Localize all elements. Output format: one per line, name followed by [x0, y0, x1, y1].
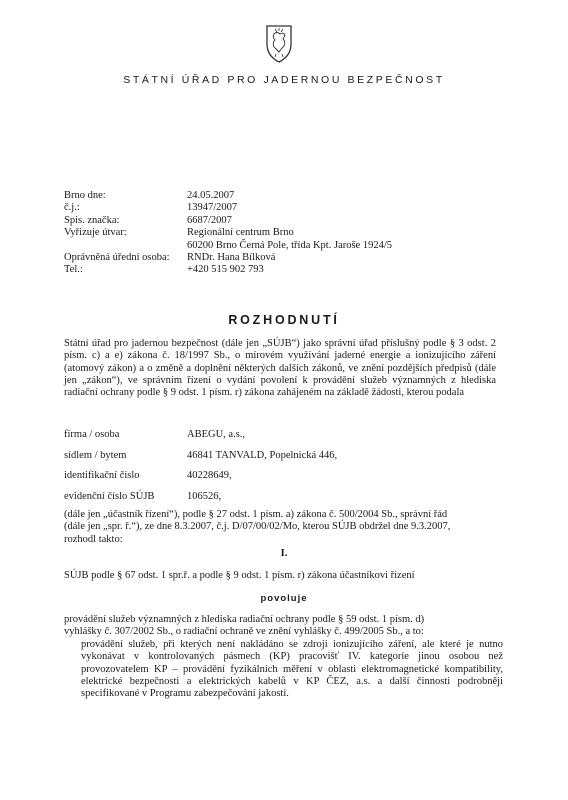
- meta-value: 13947/2007: [187, 202, 238, 214]
- party-text-line: (dále jen „spr. ř.“), ze dne 8.3.2007, č.j. D/07/00/02/Mo, kterou SÚJB obdržel dne 9.3.2007,: [64, 521, 451, 533]
- meta-row: [64, 264, 392, 276]
- party-text-line: rozhodl takto:: [64, 533, 123, 545]
- party-label: sídlem / bytem: [64, 449, 127, 461]
- meta-row: [64, 202, 392, 214]
- grant-heading: povoluje: [260, 593, 308, 604]
- meta-row: [64, 190, 392, 202]
- party-value: 46841 TANVALD, Popelnická 446,: [187, 449, 338, 461]
- party-row: [64, 491, 337, 512]
- grant-text-line: provádění služeb významných z hlediska radiační ochrany podle § 59 odst. 1 písm. d): [64, 614, 425, 625]
- party-label: evidenční číslo SÚJB: [64, 490, 155, 502]
- meta-row: [64, 215, 392, 227]
- grant-paragraph: [64, 614, 504, 639]
- meta-row: [64, 227, 392, 239]
- state-emblem-icon: [263, 22, 295, 64]
- agency-name: STÁTNÍ ÚŘAD PRO JADERNOU BEZPEČNOST: [123, 74, 445, 86]
- meta-value: Regionální centrum Brno: [187, 227, 294, 239]
- document-metadata: [64, 190, 392, 277]
- grant-text-line: vyhlášky č. 307/2002 Sb., o radiační ochraně ve znění vyhlášky č. 499/2005 Sb., a to:: [64, 626, 424, 638]
- section-text: SÚJB podle § 67 odst. 1 spr.ř. a podle § 9 odst. 1 písm. r) zákona účastníkovi řízení: [64, 570, 415, 581]
- party-value: ABEGU, a.s.,: [187, 429, 246, 440]
- scope-paragraph: provádění služeb, při kterých není nakládáno se zdroji ionizujícího záření, ale které je nutno vykonávat v kontrolovaných pásmech (KP) pracovišť IV. kategorie jinou osobou než provozovatelem KP – provádění fyzikálních měření v oblasti elektromagnetické kompatibility, elektrické bezpečnosti a elektrických kabelů v KP ČEZ, a.s. a další činnosti podrobněji specifikované v Programu zabezpečování jakosti.: [81, 639, 503, 700]
- meta-label: č.j.:: [64, 202, 80, 214]
- meta-row: [64, 252, 392, 264]
- meta-value: 6687/2007: [187, 214, 232, 226]
- section-number: I.: [280, 548, 288, 559]
- party-paragraph: [64, 509, 504, 546]
- meta-label: Brno dne:: [64, 190, 106, 201]
- meta-label: [64, 240, 187, 252]
- intro-paragraph: Státní úřad pro jadernou bezpečnost (dále jen „SÚJB“) jako správní úřad příslušný podle § 3 odst. 2 písm. c) a e) zákona č. 18/1997 Sb., o mírovém využívání jaderné energie a ionizujícího záření (atomový zákon) a o změně a doplnění některých dalších zákonů, ve znění pozdějších předpisů (dále jen „zákon“), ve správním řízení o vydání povolení k provádění služeb významných z hlediska radiační ochrany podle § 9 odst. 1 písm. r) zákona zahájeném na základě žádosti, kterou podala: [64, 338, 496, 399]
- meta-value: 60200 Brno Černá Pole, třída Kpt. Jaroše 1924/5: [187, 239, 393, 251]
- party-row: [64, 470, 337, 491]
- party-label: firma / osoba: [64, 429, 120, 440]
- party-value: 106526,: [187, 490, 222, 502]
- document-title: ROZHODNUTÍ: [228, 313, 340, 327]
- meta-value: +420 515 902 793: [187, 264, 264, 276]
- meta-value: 24.05.2007: [187, 190, 235, 201]
- meta-label: Tel.:: [64, 264, 83, 276]
- party-row: [64, 450, 337, 471]
- party-value: 40228649,: [187, 470, 232, 481]
- meta-label: Vyřizuje útvar:: [64, 227, 127, 239]
- party-details: [64, 429, 337, 511]
- meta-label: Oprávněná úřední osoba:: [64, 252, 170, 264]
- party-label: identifikační číslo: [64, 470, 140, 481]
- party-text-line: (dále jen „účastník řízení“), podle § 27 odst. 1 písm. a) zákona č. 500/2004 Sb., správní řád: [64, 509, 448, 520]
- meta-row: [64, 240, 392, 252]
- party-row: [64, 429, 337, 450]
- meta-value: RNDr. Hana Bílková: [187, 252, 276, 264]
- meta-label: Spis. značka:: [64, 214, 120, 226]
